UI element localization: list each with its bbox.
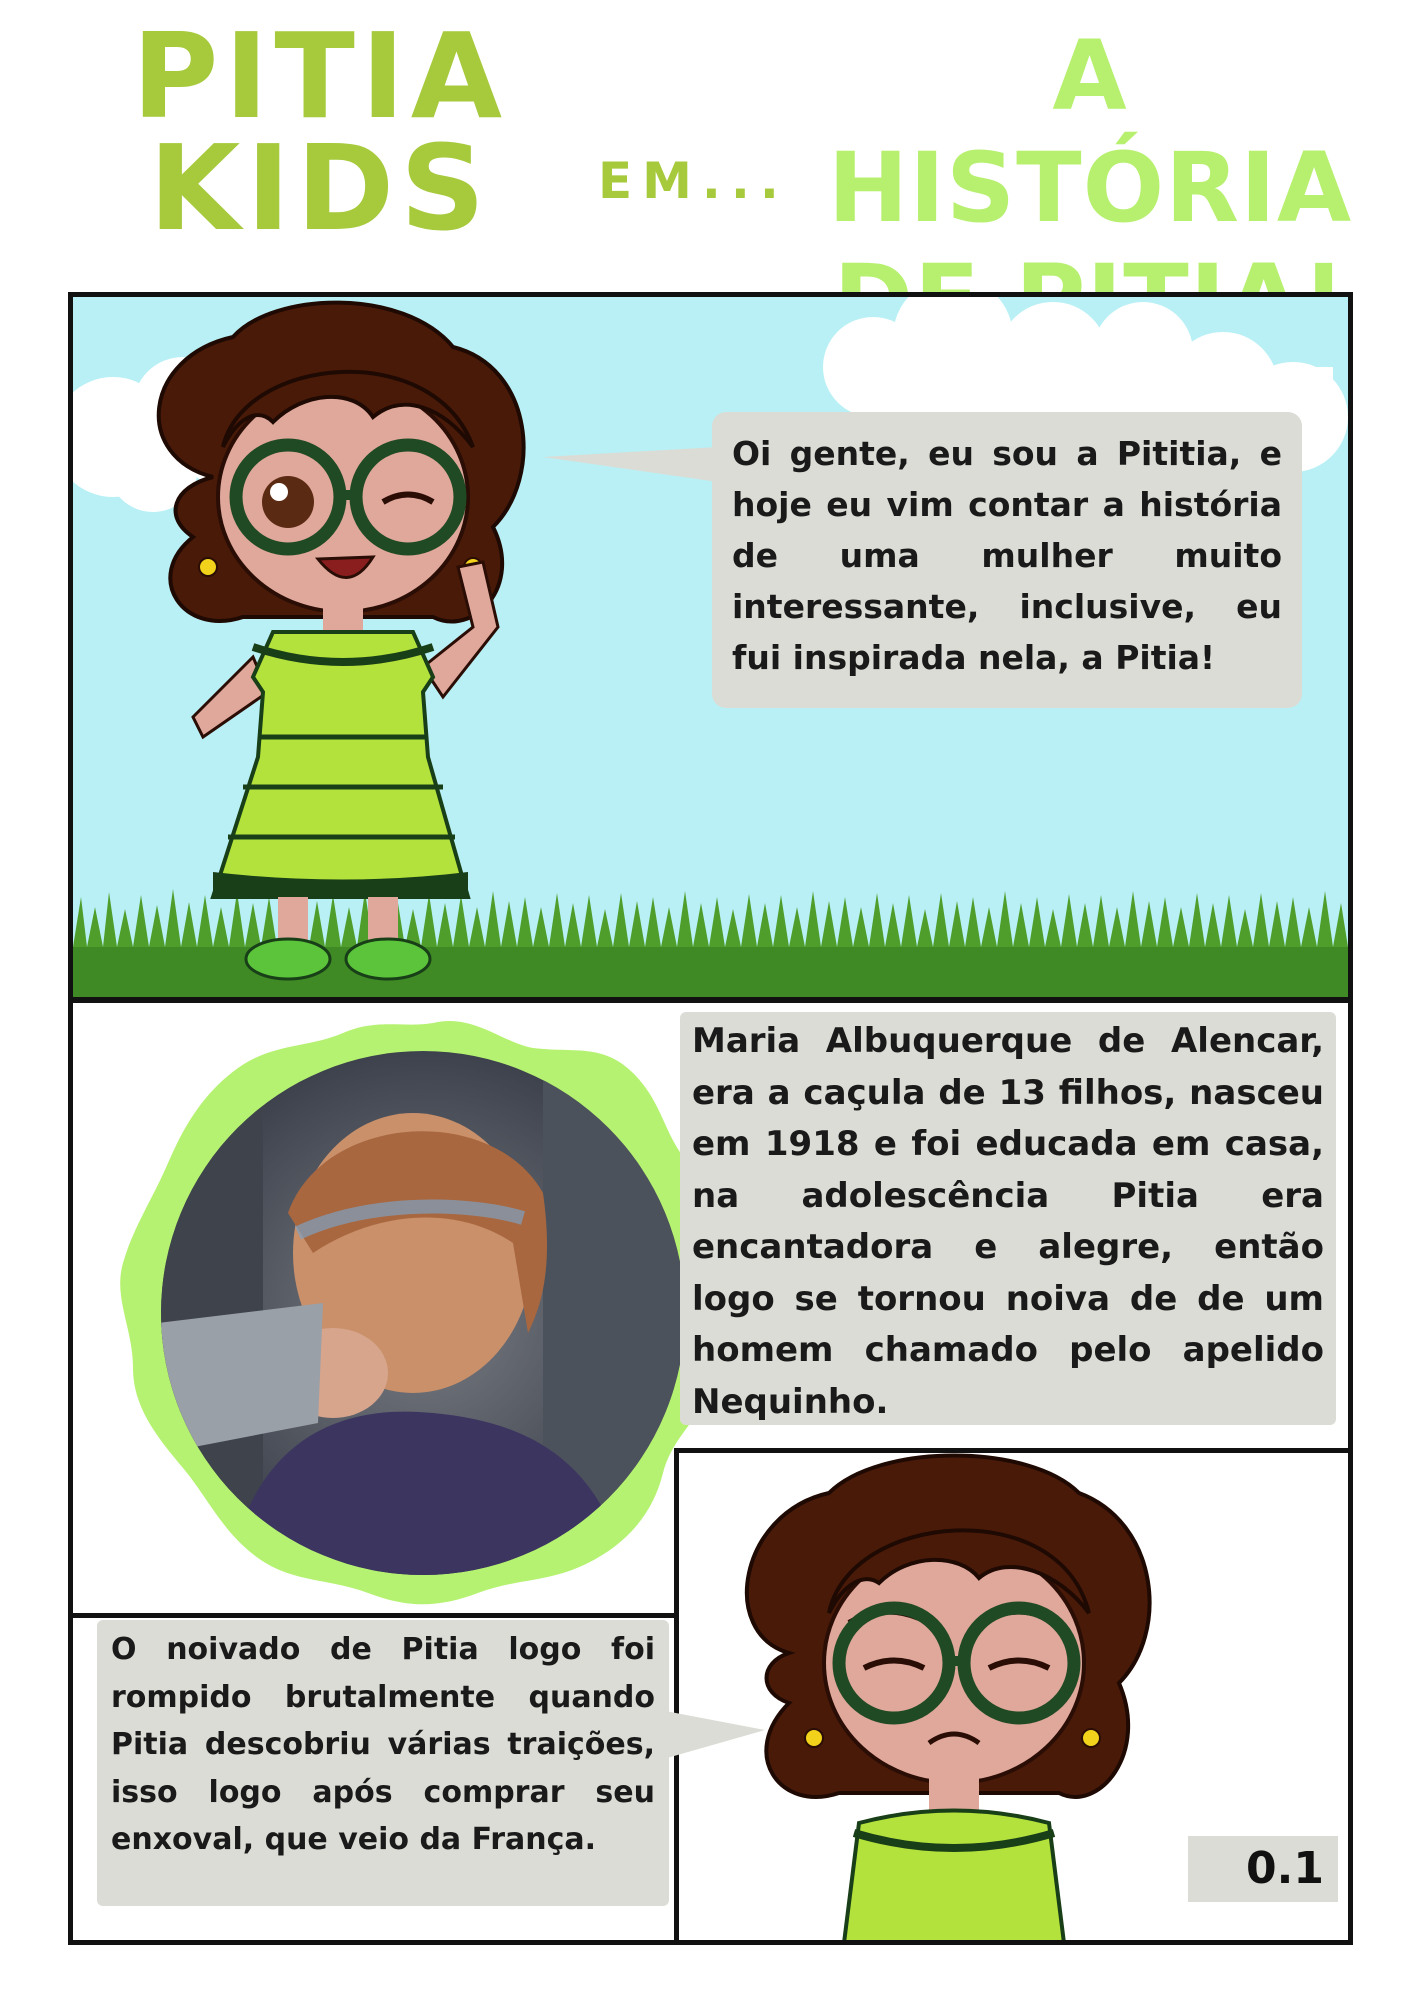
speech-bubble-pititia bbox=[712, 412, 1302, 708]
narration-box-breakup bbox=[97, 1620, 669, 1906]
comic-title-left bbox=[85, 7, 555, 257]
title-line-pitia: PITIA bbox=[131, 7, 509, 145]
narration-box-biography bbox=[680, 1012, 1336, 1425]
title-connector: EM... bbox=[598, 152, 789, 210]
speech-tail-icon bbox=[543, 447, 718, 482]
pititia-sad-character-icon bbox=[747, 1456, 1150, 1944]
title-line-kids: KIDS bbox=[148, 119, 492, 257]
speech-text: Oi gente, eu sou a Pititia, e hoje eu vim contar a história de uma mulher muito interessante, inclusive, eu fui inspirada nela, a Pitia! bbox=[732, 434, 1282, 677]
biography-text: Maria Albuquerque de Alencar, era a caçula de 13 filhos, nasceu em 1918 e foi educada em casa, na adolescência Pitia era encantadora e alegre, então logo se tornou noiva de de um homem chamado pelo apelido Nequinho. bbox=[692, 1021, 1324, 1422]
title-line-historia: A HISTÓRIA bbox=[827, 20, 1353, 244]
breakup-text: O noivado de Pitia logo foi rompido brutalmente quando Pitia descobriu várias traições, isso logo após comprar seu enxoval, que veio da França. bbox=[111, 1632, 655, 1857]
pititia-character-icon bbox=[159, 303, 524, 979]
page-number: 0.1 bbox=[1188, 1836, 1338, 1902]
speech-tail-sad-icon bbox=[660, 1700, 770, 1770]
